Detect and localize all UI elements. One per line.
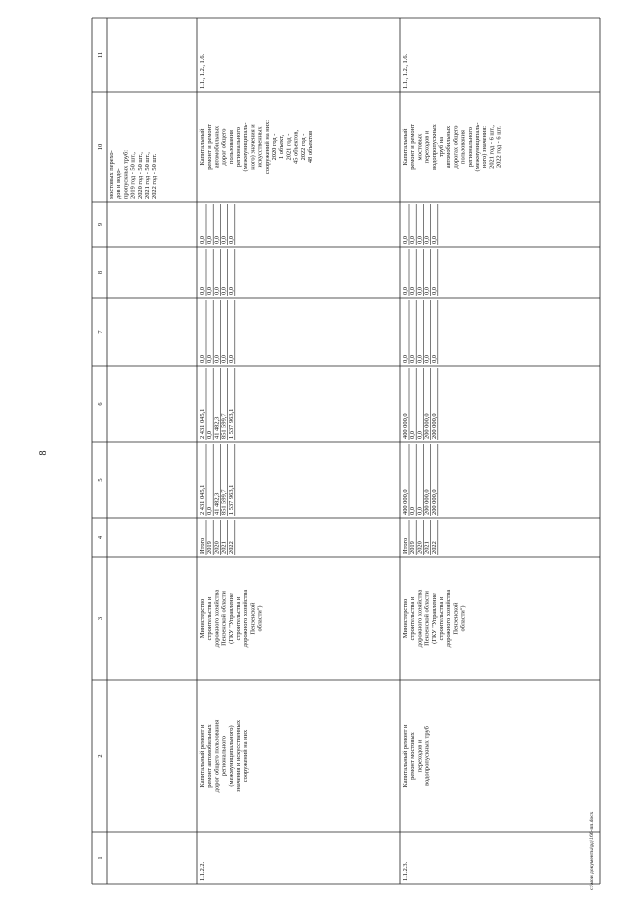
colnum-line: 4 — [97, 535, 104, 540]
c8-line: 0,0 — [199, 287, 206, 295]
c5-line: 851 599,7 — [220, 489, 228, 515]
file-path-footer — [588, 710, 596, 890]
c7-line: 0,0 — [402, 355, 409, 363]
executor — [402, 590, 467, 648]
col11-indicators — [199, 53, 206, 89]
col7-values — [199, 355, 235, 363]
exec-line: области") — [256, 605, 264, 632]
c8-line: 0,0 — [409, 287, 417, 295]
column-number-3 — [97, 617, 104, 620]
name-line: регионального — [220, 736, 228, 776]
c10-line: ремонт и ремонт — [206, 124, 214, 170]
col9-values — [402, 236, 438, 244]
c8-line: 0,0 — [206, 287, 214, 295]
cont10-line: 2019 год - 50 шт., — [129, 152, 137, 199]
exec-line: дорожного хозяйства — [242, 589, 250, 648]
year-list — [402, 538, 438, 554]
column-number-1 — [97, 856, 104, 859]
column-number-4 — [97, 535, 104, 539]
c7-line: 0,0 — [409, 355, 417, 363]
year-line: 2021 — [220, 541, 228, 554]
c7-line: 0,0 — [206, 355, 214, 363]
col8-values — [199, 287, 235, 295]
c10-line: сооружений на них: — [263, 119, 271, 175]
year-line: 2020 — [213, 541, 221, 554]
exec-line: Министерство — [199, 598, 206, 639]
c9-line: 0,0 — [220, 236, 228, 244]
num-line: 1.1.2.2. — [199, 861, 206, 881]
c8-line: 0,0 — [430, 287, 438, 295]
c6-line: 1 537 963,1 — [227, 408, 235, 439]
c9-line: 0,0 — [430, 236, 438, 244]
name-line: (межмуниципального) — [227, 725, 235, 787]
exec-line: строительства и — [206, 596, 214, 641]
c10-line: 2021 год - 6 шт., — [488, 125, 496, 169]
continuation-col10 — [108, 150, 158, 199]
c10-line: пользования — [227, 130, 235, 164]
c10-line: автомобильных — [445, 125, 453, 169]
name-line: значения и искусственных — [235, 719, 242, 793]
c10-line: (межмуниципаль- — [242, 122, 250, 172]
colnum-line: 6 — [97, 402, 104, 406]
c6-line: 200 000,0 — [430, 413, 438, 439]
c8-line: 0,0 — [423, 287, 431, 295]
col6-values — [199, 409, 235, 439]
name-line: дорог общего пользования — [213, 719, 221, 793]
c10-line: 2020 год - — [271, 133, 278, 161]
c7-line: 0,0 — [423, 355, 431, 363]
c9-line: 0,0 — [423, 236, 431, 244]
colnum-line: 7 — [97, 330, 104, 334]
column-number-2 — [97, 754, 104, 757]
cont10-line: 2021 год - 50 шт., — [144, 152, 151, 199]
c10-line: регионального — [235, 127, 242, 167]
name-line: водопропускных труб — [423, 726, 431, 786]
c10-line: регионального — [466, 127, 474, 167]
c5-line: 41 482,3 — [213, 492, 221, 515]
c5-line: 2 431 045,1 — [199, 484, 206, 515]
column-number-8 — [97, 271, 104, 274]
c7-line: 0,0 — [199, 355, 206, 363]
c9-line: 0,0 — [206, 236, 214, 244]
col11-indicators — [402, 53, 409, 89]
year-list — [199, 538, 235, 554]
c5-line: 400 000,0 — [402, 489, 409, 515]
c10-line: 2022 год - — [299, 133, 307, 161]
c6-line: 851 599,7 — [220, 413, 228, 439]
c10-line: дорогах общего — [452, 125, 460, 169]
c9-line: 0,0 — [416, 236, 424, 244]
c5-line: 0,0 — [409, 507, 417, 515]
c10-line: 1 объект, — [278, 134, 286, 160]
c6-line: 41 482,3 — [213, 416, 221, 439]
c5-line: 200 000,0 — [423, 489, 431, 515]
c6-line: 0,0 — [206, 431, 214, 439]
file-path-text: c:\мои документы\рд\166-пп.docx — [589, 811, 595, 890]
c5-line: 200 000,0 — [430, 489, 438, 515]
c10-line: ного) значения и — [249, 124, 257, 170]
executor — [199, 590, 264, 648]
c10-line: пользования — [459, 130, 467, 164]
colnum-line: 2 — [97, 754, 104, 758]
exec-line: (ГКУ "Управление — [430, 593, 438, 644]
colnum-line: 5 — [97, 478, 104, 482]
col10-text — [402, 123, 503, 172]
num-line: 1.1.2.3. — [402, 861, 409, 881]
cont10-line: пропускных труб: — [122, 150, 130, 199]
c10-line: мостовых — [416, 133, 424, 161]
c10-line: водопропускных — [430, 124, 438, 170]
exec-line: Пензенской области — [423, 591, 431, 646]
name-line: сооружений на них — [242, 729, 250, 783]
table-grid — [92, 18, 600, 884]
column-number-5 — [97, 478, 104, 481]
exec-line: (ГКУ "Управление — [227, 593, 235, 644]
c7-line: 0,0 — [213, 355, 221, 363]
cont10-line: мостовых перехо- — [108, 150, 115, 199]
c9-line: 0,0 — [199, 236, 206, 244]
c8-line: 0,0 — [402, 287, 409, 295]
c9-line: 0,0 — [409, 236, 417, 244]
cont10-line: 2022 год - 50 шт. — [151, 153, 159, 199]
column-number-11 — [97, 52, 104, 58]
c10-line: Капитальный — [199, 128, 206, 166]
c10-line: 2022 год - 6 шт. — [495, 125, 503, 169]
exec-line: области") — [459, 605, 467, 632]
c8-line: 0,0 — [220, 287, 228, 295]
name-line: Капитальный ремонт и — [402, 724, 409, 788]
c10-line: ного) значения: — [481, 125, 489, 169]
name-line: ремонт автомобильных — [206, 724, 214, 788]
c10-line: труб на — [438, 136, 445, 158]
c10-line: (межмуниципаль- — [474, 122, 481, 172]
column-number-10 — [97, 144, 104, 150]
c10-line: Капитальный — [402, 128, 409, 166]
year-line: 2022 — [430, 541, 438, 554]
c9-line: 0,0 — [402, 236, 409, 244]
c6-line: 0,0 — [409, 431, 417, 439]
colnum-line: 11 — [97, 51, 104, 59]
c10-line: дорог общего — [220, 128, 228, 166]
year-line: 2021 — [423, 541, 431, 554]
c9-line: 0,0 — [227, 236, 235, 244]
col8-values — [402, 287, 438, 295]
colnum-line: 10 — [97, 143, 104, 151]
col5-values — [199, 485, 235, 515]
exec-line: Пензенской — [452, 602, 460, 635]
c7-line: 0,0 — [416, 355, 424, 363]
c8-line: 0,0 — [416, 287, 424, 295]
c6-line: 200 000,0 — [423, 413, 431, 439]
exec-line: дорожного хозяйства — [213, 589, 221, 648]
c6-line: 0,0 — [416, 431, 424, 439]
exec-line: строительства и — [235, 596, 242, 641]
colnum-line: 1 — [97, 856, 104, 860]
col7-values — [402, 355, 438, 363]
c6-line: 400 000,0 — [402, 413, 409, 439]
cont10-line: 2020 год - 50 шт., — [136, 152, 144, 199]
year-line: Итого — [402, 537, 409, 554]
c10-line: 2021 год - — [285, 133, 293, 161]
c10-line: ремонт и ремонт — [409, 124, 417, 170]
exec-line: Пензенской области — [220, 591, 228, 646]
c9-line: 0,0 — [213, 236, 221, 244]
colnum-line: 3 — [97, 616, 104, 621]
c8-line: 0,0 — [227, 287, 235, 295]
c7-line: 0,0 — [430, 355, 438, 363]
exec-line: дорожного хозяйства — [445, 589, 453, 648]
page-number: 8 — [38, 450, 49, 456]
name-line: Капитальный ремонт и — [199, 724, 206, 788]
column-number-7 — [97, 330, 104, 334]
colnum-line: 9 — [97, 222, 104, 227]
c10-line: искусственных — [256, 126, 264, 168]
measure-name — [402, 724, 431, 787]
col10-text — [199, 120, 314, 174]
year-line: 2022 — [227, 541, 235, 554]
column-number-6 — [97, 402, 104, 405]
c10-line: переходов и — [423, 130, 431, 164]
exec-line: дорожного хозяйства — [416, 589, 424, 648]
exec-line: Министерство — [402, 598, 409, 639]
c6-line: 2 431 045,1 — [199, 408, 206, 439]
colnum-line: 8 — [97, 270, 104, 275]
c5-line: 1 537 963,1 — [227, 484, 235, 515]
c11-line: 1.1., 1.2., 1.6. — [199, 53, 206, 89]
c5-line: 0,0 — [206, 507, 214, 515]
year-line: 2020 — [416, 541, 424, 554]
exec-line: Пензенской — [249, 602, 257, 635]
name-line: переходов и — [416, 739, 424, 773]
col6-values — [402, 413, 438, 439]
exec-line: строительства и — [438, 596, 445, 641]
name-line: ремонт мостовых — [409, 732, 417, 780]
col5-values — [402, 489, 438, 515]
c8-line: 0,0 — [213, 287, 221, 295]
row-number — [199, 861, 206, 881]
year-line: 2019 — [206, 541, 214, 554]
measure-name — [199, 719, 249, 792]
c10-line: 48 объектов — [307, 130, 314, 164]
c7-line: 0,0 — [227, 355, 235, 363]
c10-line: 45 объектов, — [292, 130, 300, 164]
year-line: Итого — [199, 537, 206, 554]
row-number — [402, 861, 409, 881]
year-line: 2019 — [409, 541, 417, 554]
column-number-9 — [97, 223, 104, 226]
exec-line: строительства и — [409, 596, 417, 641]
c7-line: 0,0 — [220, 355, 228, 363]
c10-line: автомобильных — [213, 125, 221, 169]
c11-line: 1.1., 1.2., 1.6. — [402, 53, 409, 89]
c5-line: 0,0 — [416, 507, 424, 515]
col9-values — [199, 236, 235, 244]
cont10-line: дов и водо- — [115, 168, 123, 199]
